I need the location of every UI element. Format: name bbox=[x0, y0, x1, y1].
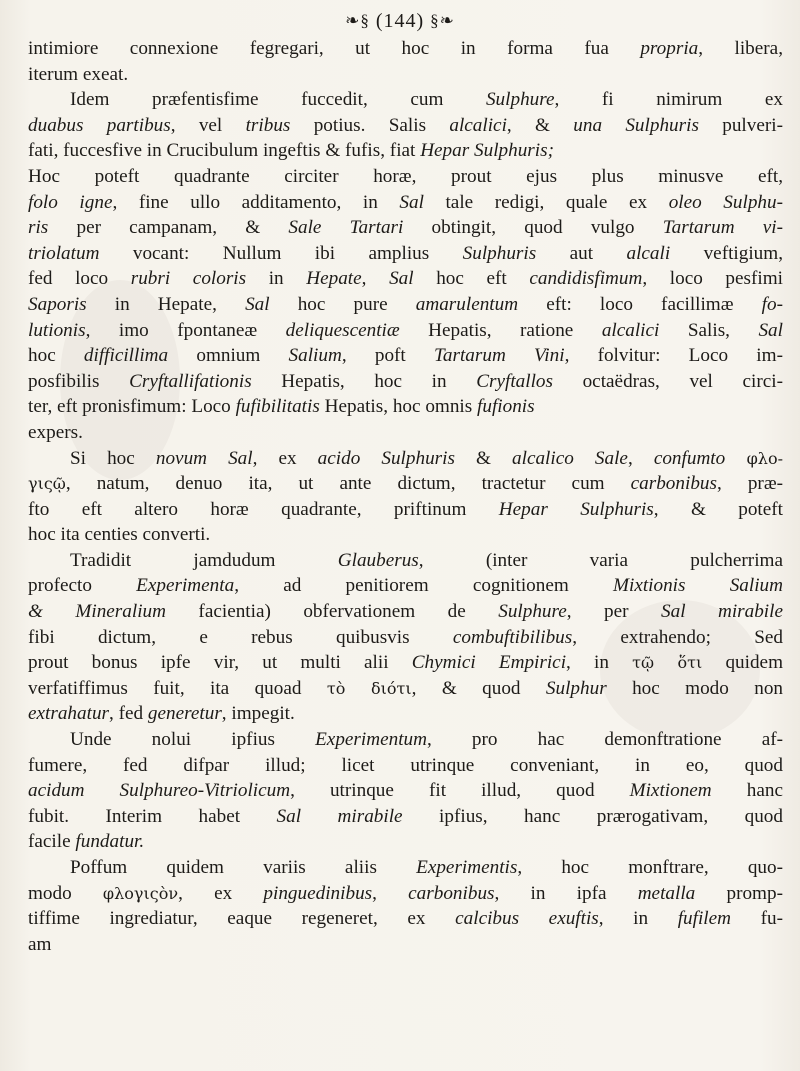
text-span: in bbox=[246, 268, 307, 290]
text-span: potius. Salis bbox=[290, 114, 450, 136]
italic-text: Hepate bbox=[306, 268, 362, 290]
text-line bbox=[28, 446, 783, 472]
italic-text: Sal bbox=[389, 268, 414, 290]
italic-text: Sal bbox=[399, 191, 424, 213]
text-line bbox=[28, 778, 783, 804]
text-line bbox=[28, 548, 783, 574]
italic-text: Tartarum Vini bbox=[433, 345, 565, 367]
text-span: Poffum quidem variis aliis bbox=[70, 857, 417, 878]
italic-text: Salium bbox=[288, 345, 342, 367]
text-span: , fed bbox=[109, 703, 148, 725]
text-span: hoc modo non bbox=[606, 677, 783, 699]
text-span: facientia) obfervationem de bbox=[165, 601, 499, 623]
text-line bbox=[28, 164, 783, 190]
text-line bbox=[28, 394, 783, 420]
italic-text: Hepar Sulphuris bbox=[498, 498, 654, 520]
text-span: , (inter varia pulcherrima bbox=[418, 549, 783, 571]
text-span: fumere, fed difpar illud; licet utrinque conveniant, in eo, quod bbox=[28, 754, 783, 776]
italic-text: Sal bbox=[758, 319, 783, 341]
text-line bbox=[28, 190, 783, 216]
text-span: , & poteft bbox=[653, 498, 783, 520]
italic-text: una Sulphuris bbox=[573, 114, 699, 136]
italic-text: confumto bbox=[653, 447, 726, 469]
italic-text: Cryftallos bbox=[476, 370, 553, 392]
italic-text: difficillima bbox=[83, 345, 169, 367]
text-span: tiffime ingrediatur, eaque regeneret, ex bbox=[28, 908, 456, 930]
italic-text: alcali bbox=[626, 242, 671, 264]
page-number: (144) bbox=[375, 10, 425, 32]
text-span: posfibilis bbox=[28, 370, 130, 392]
text-span: , loco pesfimi bbox=[642, 268, 783, 290]
italic-text: Sulphuris bbox=[462, 242, 537, 264]
text-span: , utrinque fit illud, quod bbox=[290, 780, 630, 802]
italic-text: Saporis bbox=[28, 293, 87, 315]
text-span: , poft bbox=[341, 345, 434, 367]
italic-text: Mixtionis Salium bbox=[613, 575, 783, 597]
italic-text: alcalici bbox=[449, 114, 507, 136]
text-span: fto eft altero horæ quadrante, priftinum bbox=[28, 498, 499, 520]
italic-text: tribus bbox=[245, 114, 291, 136]
italic-text: candidisfimum bbox=[529, 268, 643, 290]
text-line bbox=[28, 62, 783, 88]
text-span: Salis, bbox=[659, 319, 759, 341]
text-span: , præ- bbox=[716, 473, 783, 495]
text-span: , folvitur: Loco im- bbox=[564, 345, 783, 367]
text-line bbox=[28, 471, 783, 497]
text-span: fubit. Interim habet bbox=[28, 805, 277, 827]
text-span: facile bbox=[28, 831, 76, 853]
text-span: vocant: Nullum ibi amplius bbox=[99, 242, 463, 264]
text-span: , imo fpontaneæ bbox=[85, 319, 286, 341]
italic-text: Sale Tartari bbox=[288, 217, 404, 239]
text-span: , in bbox=[598, 908, 678, 930]
text-span: , libera, bbox=[698, 38, 783, 59]
italic-text: folo igne bbox=[28, 191, 113, 213]
text-span: Hoc poteft quadrante circiter horæ, prout ejus plus minusve eft, bbox=[28, 165, 783, 187]
text-line bbox=[28, 36, 783, 62]
greek-text: τὸ διότι bbox=[326, 678, 412, 698]
text-line bbox=[28, 855, 783, 881]
greek-text: γιςῷ bbox=[28, 474, 66, 494]
text-span: , fi nimirum ex bbox=[554, 89, 783, 111]
text-span: modo bbox=[28, 882, 103, 904]
text-span: per campanam, & bbox=[48, 217, 289, 239]
italic-text: amarulentum bbox=[415, 293, 519, 315]
text-span: Si hoc bbox=[70, 447, 156, 469]
text-span: , natum, denuo ita, ut ante dictum, tractetur cum bbox=[65, 473, 631, 495]
text-span: , & bbox=[506, 114, 574, 136]
italic-text: Experimenta bbox=[136, 575, 235, 597]
text-span: expers. bbox=[28, 421, 83, 443]
text-span: obtingit, quod vulgo bbox=[403, 217, 663, 239]
text-line bbox=[28, 87, 783, 113]
italic-text: carbonibus bbox=[630, 473, 717, 495]
text-span: quidem bbox=[702, 652, 783, 674]
text-span: , ad penitiorem cognitionem bbox=[234, 575, 613, 597]
text-span: eft: loco facillimæ bbox=[518, 293, 762, 315]
text-span: hoc ita centies converti. bbox=[28, 524, 211, 546]
text-span: aut bbox=[536, 242, 627, 264]
italic-text: triolatum bbox=[28, 242, 100, 264]
text-span: , hoc monftrare, quo- bbox=[517, 857, 783, 878]
text-span: hanc bbox=[711, 780, 783, 802]
text-span: am bbox=[28, 933, 52, 955]
italic-text: Sal bbox=[245, 293, 270, 315]
text-span: & bbox=[454, 447, 513, 469]
text-span: tale redigi, quale ex bbox=[423, 191, 669, 213]
italic-text: carbonibus bbox=[408, 882, 495, 904]
text-span: veftigium, bbox=[670, 242, 783, 264]
text-span: , per bbox=[566, 601, 661, 623]
italic-text: combuftibilibus bbox=[452, 626, 573, 648]
italic-text: Mixtionem bbox=[629, 780, 712, 802]
text-span: hoc bbox=[28, 345, 84, 367]
text-span: , in bbox=[566, 652, 633, 674]
italic-text: Sulphure bbox=[498, 601, 567, 623]
italic-text: Cryftallifationis bbox=[129, 370, 252, 392]
text-span: , bbox=[627, 447, 654, 469]
text-line bbox=[28, 650, 783, 676]
italic-text: alcalici bbox=[601, 319, 660, 341]
text-line bbox=[28, 676, 783, 702]
text-span: fibi dictum, e rebus quibusvis bbox=[28, 626, 453, 648]
text-span: , extrahendo; Sed bbox=[572, 626, 783, 648]
greek-text: φλο- bbox=[725, 448, 783, 468]
text-line bbox=[28, 727, 783, 753]
italic-text: calcibus exuftis bbox=[455, 908, 599, 930]
italic-text: Experimentis bbox=[416, 857, 518, 878]
text-line bbox=[28, 804, 783, 830]
italic-text: fufionis bbox=[477, 396, 535, 418]
text-span: ipfius, hanc prærogativam, quod bbox=[402, 805, 783, 827]
text-line bbox=[28, 369, 783, 395]
text-line bbox=[28, 318, 783, 344]
italic-text: & Mineralium bbox=[28, 601, 166, 623]
header-ornament-right: §❧ bbox=[430, 11, 455, 30]
text-span: fed loco bbox=[28, 268, 131, 290]
text-line bbox=[28, 522, 783, 548]
italic-text: generetur bbox=[147, 703, 222, 725]
text-line bbox=[28, 906, 783, 932]
text-span: ter, eft pronisfimum: Loco bbox=[28, 396, 236, 418]
italic-text: lutionis bbox=[28, 319, 86, 341]
italic-text: alcalico Sale bbox=[512, 447, 628, 469]
text-span: prout bonus ipfe vir, ut multi alii bbox=[28, 652, 412, 674]
text-line bbox=[28, 113, 783, 139]
text-span: , vel bbox=[170, 114, 246, 136]
text-line bbox=[28, 599, 783, 625]
greek-text: τῷ ὅτι bbox=[632, 653, 703, 673]
text-span: , impegit. bbox=[221, 703, 295, 725]
text-span: Idem præfentisfime fuccedit, cum bbox=[70, 89, 486, 111]
italic-text: pinguedinibus bbox=[263, 882, 373, 904]
italic-text: fundatur. bbox=[75, 831, 145, 853]
text-span: fati, fuccesfive in Crucibulum ingeftis & fufis, fiat bbox=[28, 140, 421, 162]
italic-text: deliquescentiæ bbox=[285, 319, 400, 341]
italic-text: acido Sulphuris bbox=[317, 447, 455, 469]
text-line bbox=[28, 625, 783, 651]
italic-text: Experimentum bbox=[315, 729, 427, 751]
text-span: Unde nolui ipfius bbox=[70, 729, 316, 751]
text-line bbox=[28, 932, 783, 958]
text-span: Hepatis, hoc in bbox=[251, 370, 477, 392]
text-line bbox=[28, 497, 783, 523]
text-line bbox=[28, 753, 783, 779]
italic-text: propria bbox=[640, 38, 699, 59]
text-line bbox=[28, 343, 783, 369]
italic-text: Sal mirabile bbox=[661, 601, 783, 623]
text-span: , pro hac demonftratione af- bbox=[426, 729, 783, 751]
italic-text: fufilem bbox=[677, 908, 731, 930]
text-span: octaëdras, vel circi- bbox=[552, 370, 783, 392]
italic-text: Sulphur bbox=[545, 677, 607, 699]
italic-text: rubri coloris bbox=[130, 268, 247, 290]
italic-text: extrahatur bbox=[28, 703, 110, 725]
text-span: , bbox=[372, 882, 409, 904]
italic-text: Tartarum vi- bbox=[662, 217, 783, 239]
text-span: in Hepate, bbox=[86, 293, 246, 315]
italic-text: Glauberus bbox=[337, 549, 419, 571]
italic-text: Hepar Sulphuris; bbox=[420, 140, 554, 162]
text-line bbox=[28, 701, 783, 727]
page-header bbox=[0, 10, 800, 33]
body-text bbox=[28, 36, 783, 957]
text-line bbox=[28, 881, 783, 907]
text-line bbox=[28, 138, 783, 164]
text-span: , ex bbox=[178, 882, 264, 904]
text-span: verfatiffimus fuit, ita quoad bbox=[28, 677, 327, 699]
text-span: intimiore connexione fegregari, ut hoc in forma fua bbox=[28, 38, 641, 59]
italic-text: Sal mirabile bbox=[276, 805, 403, 827]
text-span: pulveri- bbox=[698, 114, 783, 136]
italic-text: Sulphure bbox=[485, 89, 555, 111]
italic-text: acidum Sulphureo-Vitriolicum bbox=[28, 780, 291, 802]
text-span: promp- bbox=[695, 882, 783, 904]
text-span: fu- bbox=[731, 908, 783, 930]
text-line bbox=[28, 829, 783, 855]
text-span: , bbox=[361, 268, 390, 290]
italic-text: novum Sal bbox=[155, 447, 253, 469]
text-line bbox=[28, 215, 783, 241]
text-line bbox=[28, 292, 783, 318]
italic-text: Chymici Empirici bbox=[411, 652, 567, 674]
text-span: , in ipfa bbox=[494, 882, 638, 904]
text-span: profecto bbox=[28, 575, 137, 597]
text-span: , fine ullo additamento, in bbox=[112, 191, 400, 213]
text-span: hoc pure bbox=[269, 293, 416, 315]
text-span: Tradidit jamdudum bbox=[70, 549, 338, 571]
text-line bbox=[28, 573, 783, 599]
italic-text: oleo Sulphu- bbox=[668, 191, 783, 213]
text-span: hoc eft bbox=[413, 268, 530, 290]
text-span: iterum exeat. bbox=[28, 63, 129, 85]
italic-text: metalla bbox=[637, 882, 696, 904]
text-line bbox=[28, 241, 783, 267]
italic-text: fufibilitatis bbox=[235, 396, 320, 418]
text-span: , & quod bbox=[411, 677, 546, 699]
text-span: , ex bbox=[252, 447, 318, 469]
italic-text: duabus partibus bbox=[28, 114, 171, 136]
greek-text: φλογιςὸν bbox=[102, 883, 179, 903]
text-span: omnium bbox=[168, 345, 289, 367]
text-span: Hepatis, ratione bbox=[399, 319, 602, 341]
text-span: Hepatis, hoc omnis bbox=[319, 396, 478, 418]
italic-text: ris bbox=[28, 217, 49, 239]
header-ornament-left: ❧§ bbox=[345, 11, 370, 30]
italic-text: fo- bbox=[761, 293, 783, 315]
text-line bbox=[28, 266, 783, 292]
text-line bbox=[28, 420, 783, 446]
